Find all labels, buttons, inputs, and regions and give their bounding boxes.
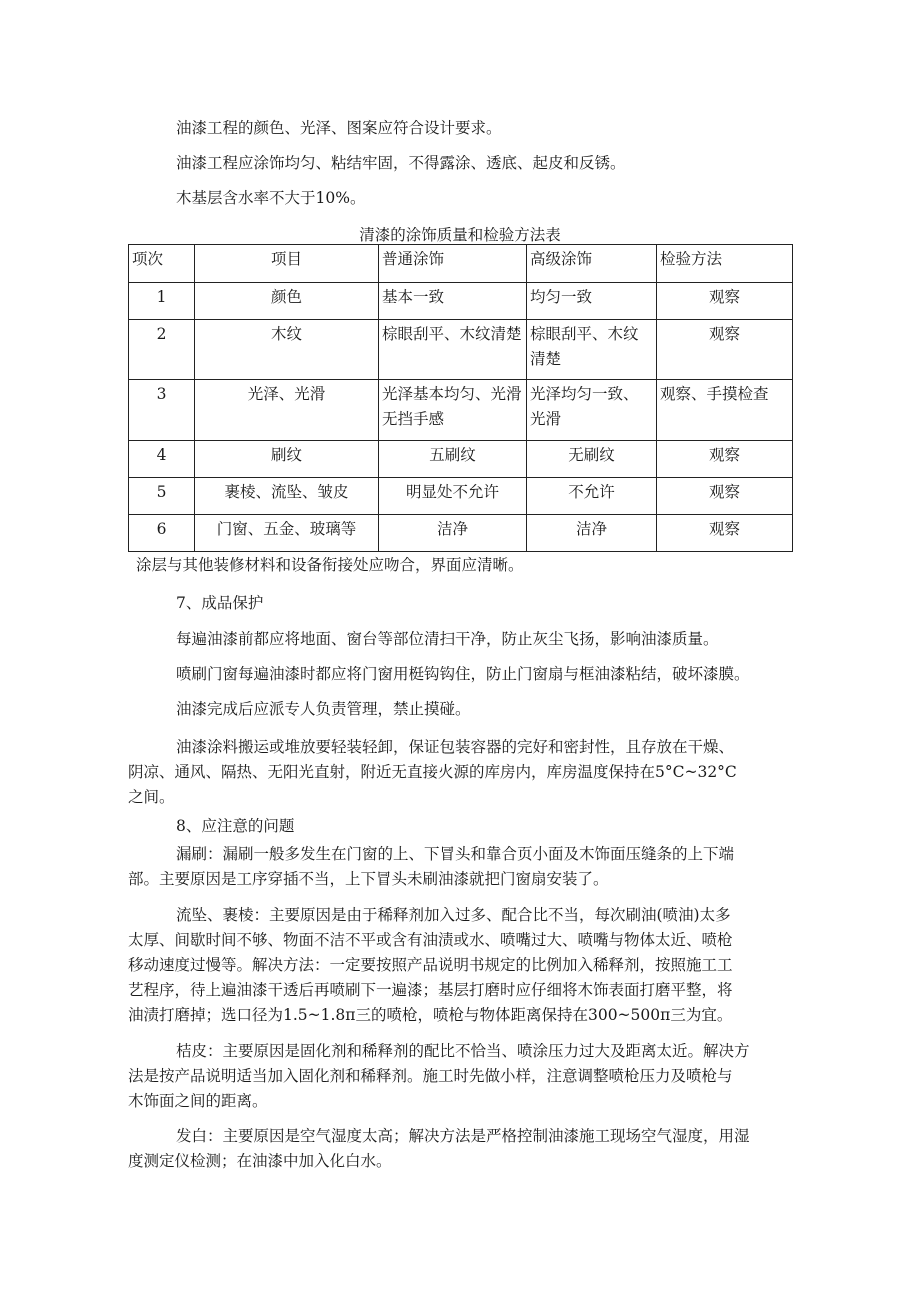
table-row bbox=[129, 478, 793, 515]
protection-item: 油漆完成后应派专人负责管理，禁止摸碰。 bbox=[176, 700, 471, 718]
table-header-cell: 普通涂饰 bbox=[379, 245, 527, 283]
wrinkle-line: 法是按产品说明适当加入固化剂和稀释剂。施工时先做小样，注意调整喷枪压力及喷枪与 bbox=[128, 1067, 733, 1085]
table-cell: 不允许 bbox=[527, 478, 657, 515]
table-cell: 光泽、光滑 bbox=[195, 380, 379, 441]
sag-line: 流坠、裹棱：主要原因是由于稀释剂加入过多、配合比不当，每次刷油(喷油)太多 bbox=[176, 906, 731, 924]
table-row bbox=[129, 441, 793, 478]
storage-line: 阴凉、通风、隔热、无阳光直射，附近无直接火源的库房内，库房温度保持在5°C~32°C bbox=[128, 763, 737, 781]
table-cell: 明显处不允许 bbox=[379, 478, 527, 515]
wrinkle-line: 桔皮：主要原因是固化剂和稀释剂的配比不恰当、喷涂压力过大及距离太近。解决方 bbox=[176, 1042, 750, 1060]
table-row bbox=[129, 283, 793, 320]
table-cell: 观察、手摸检查 bbox=[657, 380, 793, 441]
leak-line: 部。主要原因是工序穿插不当，上下冒头未刷油漆就把门窗扇安装了。 bbox=[128, 870, 609, 888]
blush-line: 发白：主要原因是空气湿度太高；解决方法是严格控制油漆施工现场空气湿度，用湿 bbox=[176, 1127, 750, 1145]
table-row bbox=[129, 320, 793, 380]
table-cell: 光泽均匀一致、光滑 bbox=[527, 380, 657, 441]
table-cell: 1 bbox=[129, 283, 195, 320]
quality-table bbox=[128, 244, 793, 552]
table-cell: 裹棱、流坠、皱皮 bbox=[195, 478, 379, 515]
after-table-note: 涂层与其他装修材料和设备衔接处应吻合，界面应清晰。 bbox=[136, 556, 524, 574]
sag-line: 太厚、间歇时间不够、物面不洁不平或含有油渍或水、喷嘴过大、喷嘴与物体太近、喷枪 bbox=[128, 931, 733, 949]
sag-line: 油渍打磨掉；选口径为1.5~1.8π三的喷枪，喷枪与物体距离保持在300~500π三为宜。 bbox=[128, 1006, 733, 1024]
table-cell: 3 bbox=[129, 380, 195, 441]
table-row bbox=[129, 515, 793, 552]
table-cell: 观察 bbox=[657, 320, 793, 380]
sag-line: 移动速度过慢等。解决方法：一定要按照产品说明书规定的比例加入稀释剂，按照施工工 bbox=[128, 956, 733, 974]
storage-line: 之间。 bbox=[128, 788, 175, 806]
intro-line: 油漆工程的颜色、光泽、图案应符合设计要求。 bbox=[176, 119, 502, 137]
table-cell: 洁净 bbox=[379, 515, 527, 552]
intro-line: 木基层含水率不大于10%。 bbox=[176, 189, 366, 207]
protection-item: 每遍油漆前都应将地面、窗台等部位清扫干净，防止灰尘飞扬，影响油漆质量。 bbox=[176, 630, 719, 648]
table-row bbox=[129, 380, 793, 441]
table-cell: 观察 bbox=[657, 283, 793, 320]
table-cell: 2 bbox=[129, 320, 195, 380]
table-cell: 6 bbox=[129, 515, 195, 552]
table-cell: 颜色 bbox=[195, 283, 379, 320]
table-cell: 棕眼刮平、木纹清楚 bbox=[379, 320, 527, 380]
table-cell: 5 bbox=[129, 478, 195, 515]
protection-item: 喷刷门窗每遍油漆时都应将门窗用梃钩钩住，防止门窗扇与框油漆粘结，破坏漆膜。 bbox=[176, 665, 750, 683]
wrinkle-line: 木饰面之间的距离。 bbox=[128, 1092, 268, 1110]
table-cell: 棕眼刮平、木纹清楚 bbox=[527, 320, 657, 380]
table-cell: 门窗、五金、玻璃等 bbox=[195, 515, 379, 552]
table-cell: 光泽基本均匀、光滑无挡手感 bbox=[379, 380, 527, 441]
table-cell: 五刷纹 bbox=[379, 441, 527, 478]
section-heading: 7、成品保护 bbox=[176, 594, 264, 612]
table-header-cell: 项目 bbox=[195, 245, 379, 283]
table-cell: 基本一致 bbox=[379, 283, 527, 320]
table-cell: 观察 bbox=[657, 478, 793, 515]
table-cell: 木纹 bbox=[195, 320, 379, 380]
table-cell: 4 bbox=[129, 441, 195, 478]
table-cell: 洁净 bbox=[527, 515, 657, 552]
table-cell: 观察 bbox=[657, 441, 793, 478]
table-header-row bbox=[129, 245, 793, 283]
table-cell: 均匀一致 bbox=[527, 283, 657, 320]
table-caption: 清漆的涂饰质量和检验方法表 bbox=[359, 226, 561, 244]
sag-line: 艺程序，待上遍油漆干透后再喷刷下一遍漆；基层打磨时应仔细将木饰表面打磨平整，将 bbox=[128, 981, 733, 999]
table-cell: 观察 bbox=[657, 515, 793, 552]
intro-line: 油漆工程应涂饰均匀、粘结牢固，不得露涂、透底、起皮和反锈。 bbox=[176, 154, 626, 172]
table-header-cell: 项次 bbox=[129, 245, 195, 283]
section-heading: 8、应注意的问题 bbox=[176, 817, 295, 835]
storage-line: 油漆涂料搬运或堆放要轻装轻卸，保证包装容器的完好和密封性，且存放在干燥、 bbox=[176, 738, 735, 756]
table-cell: 刷纹 bbox=[195, 441, 379, 478]
blush-line: 度测定仪检测；在油漆中加入化白水。 bbox=[128, 1152, 392, 1170]
table-cell: 无刷纹 bbox=[527, 441, 657, 478]
leak-line: 漏刷：漏刷一般多发生在门窗的上、下冒头和靠合页小面及木饰面压缝条的上下端 bbox=[176, 845, 735, 863]
table-header-cell: 检验方法 bbox=[657, 245, 793, 283]
table-header-cell: 高级涂饰 bbox=[527, 245, 657, 283]
